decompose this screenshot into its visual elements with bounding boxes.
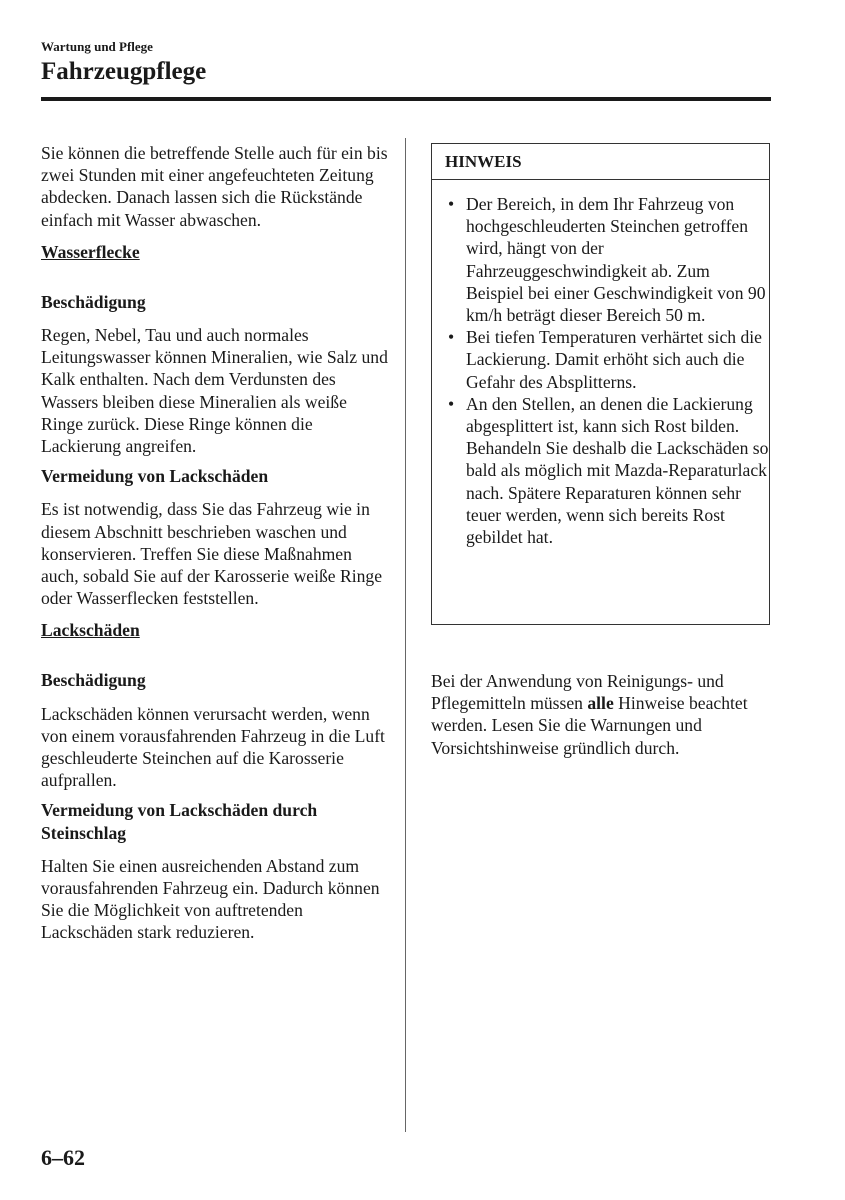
water-spots-damage-heading: Beschädigung	[41, 291, 146, 312]
closing-text-start: Bei der Anwendung von Reinigungs- und Pflegemitteln müssen	[431, 671, 724, 714]
water-spots-heading: Wasserflecke	[41, 241, 140, 262]
page-number: 6–62	[41, 1145, 85, 1170]
paint-damage-prevention-text: Halten Sie einen ausreichenden Abstand zum vorausfahrenden Fahrzeug ein. Dadurch können Sie die Möglichkeit von auftretenden Lackschäden stark reduzieren.	[41, 855, 380, 943]
intro-paragraph: Sie können die betreffende Stelle auch für ein bis zwei Stunden mit einer angefeuchteten Zeitung abdecken. Danach lassen sich die Rückstände einfach mit Wasser abwaschen.	[41, 143, 388, 230]
title-rule	[41, 97, 771, 101]
closing-emphasis: alle	[587, 693, 614, 714]
note-item-text: Bei tiefen Temperaturen verhärtet sich die Lackierung. Damit erhöht sich auch die Gefahr des Absplitterns.	[466, 327, 762, 392]
water-spots-prevention-text: Es ist notwendig, dass Sie das Fahrzeug wie in diesem Abschnitt beschrieben waschen und konservieren. Treffen Sie diese Maßnahmen auch, sobald Sie auf der Karosserie weiße Ringe oder Wasserflecken feststellen.	[41, 499, 383, 609]
water-spots-prevention-heading: Vermeidung von Lackschäden	[41, 466, 269, 487]
paint-damage-heading: Lackschäden	[41, 620, 140, 641]
bullet-icon: •	[448, 194, 455, 214]
note-list	[432, 180, 769, 548]
note-box	[431, 143, 770, 625]
paint-damage-damage-text: Lackschäden können verursacht werden, wenn von einem vorausfahrenden Fahrzeug in die Luft geschleuderte Steinchen auf die Karosserie aufprallen.	[41, 703, 385, 791]
closing-text-end: Hinweise beachtet werden. Lesen Sie die Warnungen und Vorsichtshinweise gründlich durch.	[431, 693, 748, 758]
closing-paragraph	[431, 670, 776, 759]
paint-damage-prevention-heading: Vermeidung von Lackschäden durch Steinschlag	[41, 800, 318, 843]
water-spots-damage-text: Regen, Nebel, Tau und auch normales Leitungswasser können Mineralien, wie Salz und Kalk enthalten. Nach dem Verdunsten des Wassers bleiben diese Mineralien als weiße Ringe zurück. Diese Ringe können die Lackierung angreifen.	[41, 325, 388, 457]
bullet-icon: •	[448, 327, 455, 348]
note-item-text: Der Bereich, in dem Ihr Fahrzeug von hochgeschleuderten Steinchen getroffen wird, hängt von der Fahrzeuggeschwindigkeit ab. Zum Beispiel bei einer Geschwindigkeit von 90 km/h beträgt dieser Bereich 50 m.	[466, 194, 766, 326]
left-column	[41, 142, 391, 944]
bullet-icon: •	[448, 393, 455, 414]
note-item	[448, 193, 769, 326]
note-item	[448, 326, 769, 393]
page-title: Fahrzeugpflege	[41, 58, 207, 85]
note-item	[448, 393, 769, 548]
section-label: Wartung und Pflege	[41, 39, 153, 54]
column-divider	[405, 138, 406, 1132]
paint-damage-damage-heading: Beschädigung	[41, 670, 146, 691]
note-item-text: An den Stellen, an denen die Lackierung abgesplittert ist, kann sich Rost bilden. Behandeln Sie deshalb die Lackschäden so bald als möglich mit Mazda-Reparaturlack nach. Spätere Reparaturen können sehr teuer werden, wenn sich bereits Rost gebildet hat.	[466, 393, 769, 548]
note-title: HINWEIS	[432, 144, 769, 180]
